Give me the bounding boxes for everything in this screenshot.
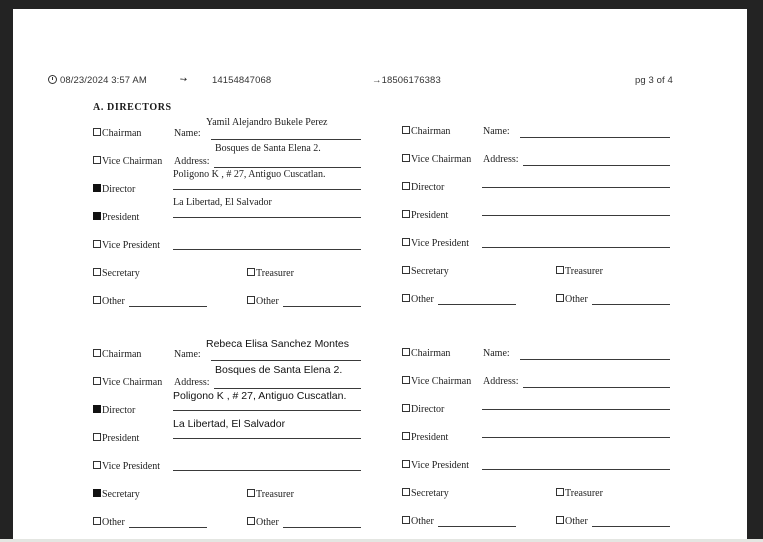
checkbox-box[interactable] [93, 349, 101, 357]
checkbox-box[interactable] [93, 433, 101, 441]
checkbox-chairman[interactable] [93, 349, 141, 360]
checkbox-box[interactable] [93, 517, 101, 525]
checkbox-box[interactable] [402, 376, 410, 384]
address-field-line-3[interactable] [173, 438, 361, 439]
checkbox-label: Vice Chairman [102, 377, 163, 388]
name-label: Name: [174, 349, 201, 360]
checkbox-label: President [411, 210, 449, 221]
checkbox-label: Secretary [102, 268, 140, 279]
page-indicator: pg 3 of 4 [635, 75, 673, 86]
checkbox-label: Treasurer [565, 488, 603, 499]
checkbox-box[interactable] [93, 377, 101, 385]
arrow-icon: ➘ [177, 72, 190, 86]
address-label: Address: [483, 154, 519, 165]
checkbox-box[interactable] [402, 294, 410, 302]
checkbox-vice-chairman[interactable] [93, 377, 162, 388]
address-label: Address: [174, 377, 210, 388]
checkbox-other[interactable] [93, 517, 125, 528]
address-field-line-1[interactable] [523, 387, 670, 388]
checkbox-label: Treasurer [565, 266, 603, 277]
address-label: Address: [174, 156, 210, 167]
name-label: Name: [483, 348, 510, 359]
checkbox-vice-president[interactable] [93, 240, 160, 251]
address-field-line-3[interactable] [482, 437, 670, 438]
other-field-line-1[interactable] [438, 304, 516, 305]
checkbox-president[interactable] [402, 432, 448, 443]
checkbox-director[interactable] [402, 182, 444, 193]
name-field-line[interactable] [211, 360, 361, 361]
checkbox-other[interactable] [247, 517, 279, 528]
checkbox-box[interactable] [402, 154, 410, 162]
checkbox-other[interactable] [402, 516, 434, 527]
director-address-line-2: Poligono K , # 27, Antiguo Cuscatlan. [173, 169, 326, 180]
checkbox-box[interactable] [247, 268, 255, 276]
checkbox-box[interactable] [402, 126, 410, 134]
checkbox-chairman[interactable] [402, 126, 450, 137]
checkbox-director[interactable] [93, 405, 135, 416]
checkbox-other[interactable] [93, 296, 125, 307]
checkbox-box[interactable] [402, 404, 410, 412]
checkbox-label: Other [411, 294, 434, 305]
name-field-line[interactable] [211, 139, 361, 140]
checkbox-label: Chairman [411, 126, 451, 137]
vice-president-line[interactable] [173, 249, 361, 250]
checkbox-label: Vice Chairman [411, 154, 472, 165]
checkbox-box[interactable] [93, 128, 101, 136]
checkbox-vice-chairman[interactable] [402, 154, 471, 165]
other-field-line-2[interactable] [592, 304, 670, 305]
checkbox-president[interactable] [402, 210, 448, 221]
checkbox-secretary[interactable] [402, 266, 449, 277]
checkbox-vice-president[interactable] [93, 461, 160, 472]
director-address-line-1: Bosques de Santa Elena 2. [215, 143, 321, 154]
name-label: Name: [174, 128, 201, 139]
other-field-line-2[interactable] [592, 526, 670, 527]
checkbox-box[interactable] [402, 432, 410, 440]
checkbox-treasurer[interactable] [556, 266, 603, 277]
checkbox-label: Other [256, 296, 279, 307]
checkbox-label: Vice President [102, 240, 160, 251]
director-address-line-3: La Libertad, El Salvador [173, 418, 286, 430]
name-label: Name: [483, 126, 510, 137]
checkbox-label: Vice President [411, 238, 469, 249]
checkbox-box[interactable] [247, 489, 255, 497]
checkbox-box[interactable] [247, 517, 255, 525]
address-field-line-2[interactable] [173, 189, 361, 190]
address-field-line-1[interactable] [214, 167, 361, 168]
from-number: 14154847068 [212, 75, 272, 86]
other-field-line-2[interactable] [283, 306, 361, 307]
address-field-line-2[interactable] [482, 409, 670, 410]
address-field-line-2[interactable] [173, 410, 361, 411]
checkbox-other[interactable] [402, 294, 434, 305]
checkbox-label: Director [411, 404, 445, 415]
checkbox-label: Director [411, 182, 445, 193]
director-name-value: Yamil Alejandro Bukele Perez [206, 117, 328, 128]
other-field-line-1[interactable] [438, 526, 516, 527]
other-field-line-1[interactable] [129, 527, 207, 528]
checkbox-treasurer[interactable] [556, 488, 603, 499]
to-number-group [372, 75, 441, 86]
checkbox-label: Other [411, 516, 434, 527]
name-field-line[interactable] [520, 137, 670, 138]
checkbox-box[interactable] [402, 266, 410, 274]
checkbox-box[interactable] [93, 212, 101, 220]
checkbox-president[interactable] [93, 433, 139, 444]
checkbox-director[interactable] [93, 184, 135, 195]
checkbox-label: Treasurer [256, 268, 294, 279]
name-field-line[interactable] [520, 359, 670, 360]
checkbox-label: President [102, 212, 140, 223]
checkbox-box[interactable] [93, 489, 101, 497]
vice-president-line[interactable] [482, 247, 670, 248]
checkbox-label: Other [102, 517, 125, 528]
checkbox-secretary[interactable] [93, 268, 140, 279]
checkbox-box[interactable] [93, 184, 101, 192]
checkbox-label: Other [565, 294, 588, 305]
address-field-line-3[interactable] [482, 215, 670, 216]
checkbox-box[interactable] [556, 488, 564, 496]
checkbox-label: Secretary [102, 489, 140, 500]
director-address-line-3: La Libertad, El Salvador [173, 197, 272, 208]
checkbox-vice-president[interactable] [402, 460, 469, 471]
fax-timestamp [48, 75, 147, 86]
other-field-line-1[interactable] [129, 306, 207, 307]
checkbox-other[interactable] [556, 516, 588, 527]
director-address-line-1: Bosques de Santa Elena 2. [215, 364, 343, 376]
address-field-line-1[interactable] [214, 388, 361, 389]
checkbox-treasurer[interactable] [247, 489, 294, 500]
checkbox-chairman[interactable] [93, 128, 141, 139]
vice-president-line[interactable] [482, 469, 670, 470]
checkbox-vice-president[interactable] [402, 238, 469, 249]
checkbox-box[interactable] [402, 460, 410, 468]
checkbox-box[interactable] [93, 268, 101, 276]
checkbox-label: Chairman [411, 348, 451, 359]
checkbox-box[interactable] [93, 156, 101, 164]
checkbox-secretary[interactable] [402, 488, 449, 499]
checkbox-box[interactable] [402, 210, 410, 218]
checkbox-treasurer[interactable] [247, 268, 294, 279]
checkbox-box[interactable] [93, 405, 101, 413]
to-number: 18506176383 [381, 75, 441, 86]
director-address-line-2: Poligono K , # 27, Antiguo Cuscatlan. [173, 390, 347, 402]
timestamp-text: 08/23/2024 3:57 AM [60, 75, 147, 86]
checkbox-label: Chairman [102, 349, 142, 360]
checkbox-box[interactable] [402, 182, 410, 190]
checkbox-label: President [102, 433, 140, 444]
checkbox-label: Vice Chairman [102, 156, 163, 167]
checkbox-box[interactable] [402, 348, 410, 356]
clock-icon [48, 75, 57, 84]
checkbox-label: Secretary [411, 266, 449, 277]
to-arrow-icon: → [372, 75, 382, 86]
checkbox-label: Secretary [411, 488, 449, 499]
checkbox-box[interactable] [93, 240, 101, 248]
vice-president-line[interactable] [173, 470, 361, 471]
checkbox-label: Vice President [102, 461, 160, 472]
checkbox-secretary[interactable] [93, 489, 140, 500]
checkbox-other[interactable] [556, 294, 588, 305]
checkbox-label: Director [102, 405, 136, 416]
checkbox-label: President [411, 432, 449, 443]
checkbox-label: Other [102, 296, 125, 307]
checkbox-box[interactable] [247, 296, 255, 304]
checkbox-vice-chairman[interactable] [93, 156, 162, 167]
checkbox-label: Chairman [102, 128, 142, 139]
address-label: Address: [483, 376, 519, 387]
address-field-line-2[interactable] [482, 187, 670, 188]
checkbox-box[interactable] [556, 266, 564, 274]
checkbox-director[interactable] [402, 404, 444, 415]
checkbox-label: Director [102, 184, 136, 195]
section-title: A. DIRECTORS [93, 102, 172, 113]
checkbox-label: Other [565, 516, 588, 527]
checkbox-box[interactable] [93, 296, 101, 304]
checkbox-other[interactable] [247, 296, 279, 307]
checkbox-vice-chairman[interactable] [402, 376, 471, 387]
checkbox-president[interactable] [93, 212, 139, 223]
other-field-line-2[interactable] [283, 527, 361, 528]
address-field-line-1[interactable] [523, 165, 670, 166]
checkbox-box[interactable] [402, 516, 410, 524]
checkbox-box[interactable] [402, 238, 410, 246]
checkbox-chairman[interactable] [402, 348, 450, 359]
checkbox-label: Other [256, 517, 279, 528]
checkbox-label: Vice Chairman [411, 376, 472, 387]
address-field-line-3[interactable] [173, 217, 361, 218]
director-name-value: Rebeca Elisa Sanchez Montes [206, 338, 349, 350]
checkbox-box[interactable] [402, 488, 410, 496]
checkbox-box[interactable] [556, 516, 564, 524]
checkbox-box[interactable] [93, 461, 101, 469]
checkbox-label: Vice President [411, 460, 469, 471]
checkbox-box[interactable] [556, 294, 564, 302]
checkbox-label: Treasurer [256, 489, 294, 500]
